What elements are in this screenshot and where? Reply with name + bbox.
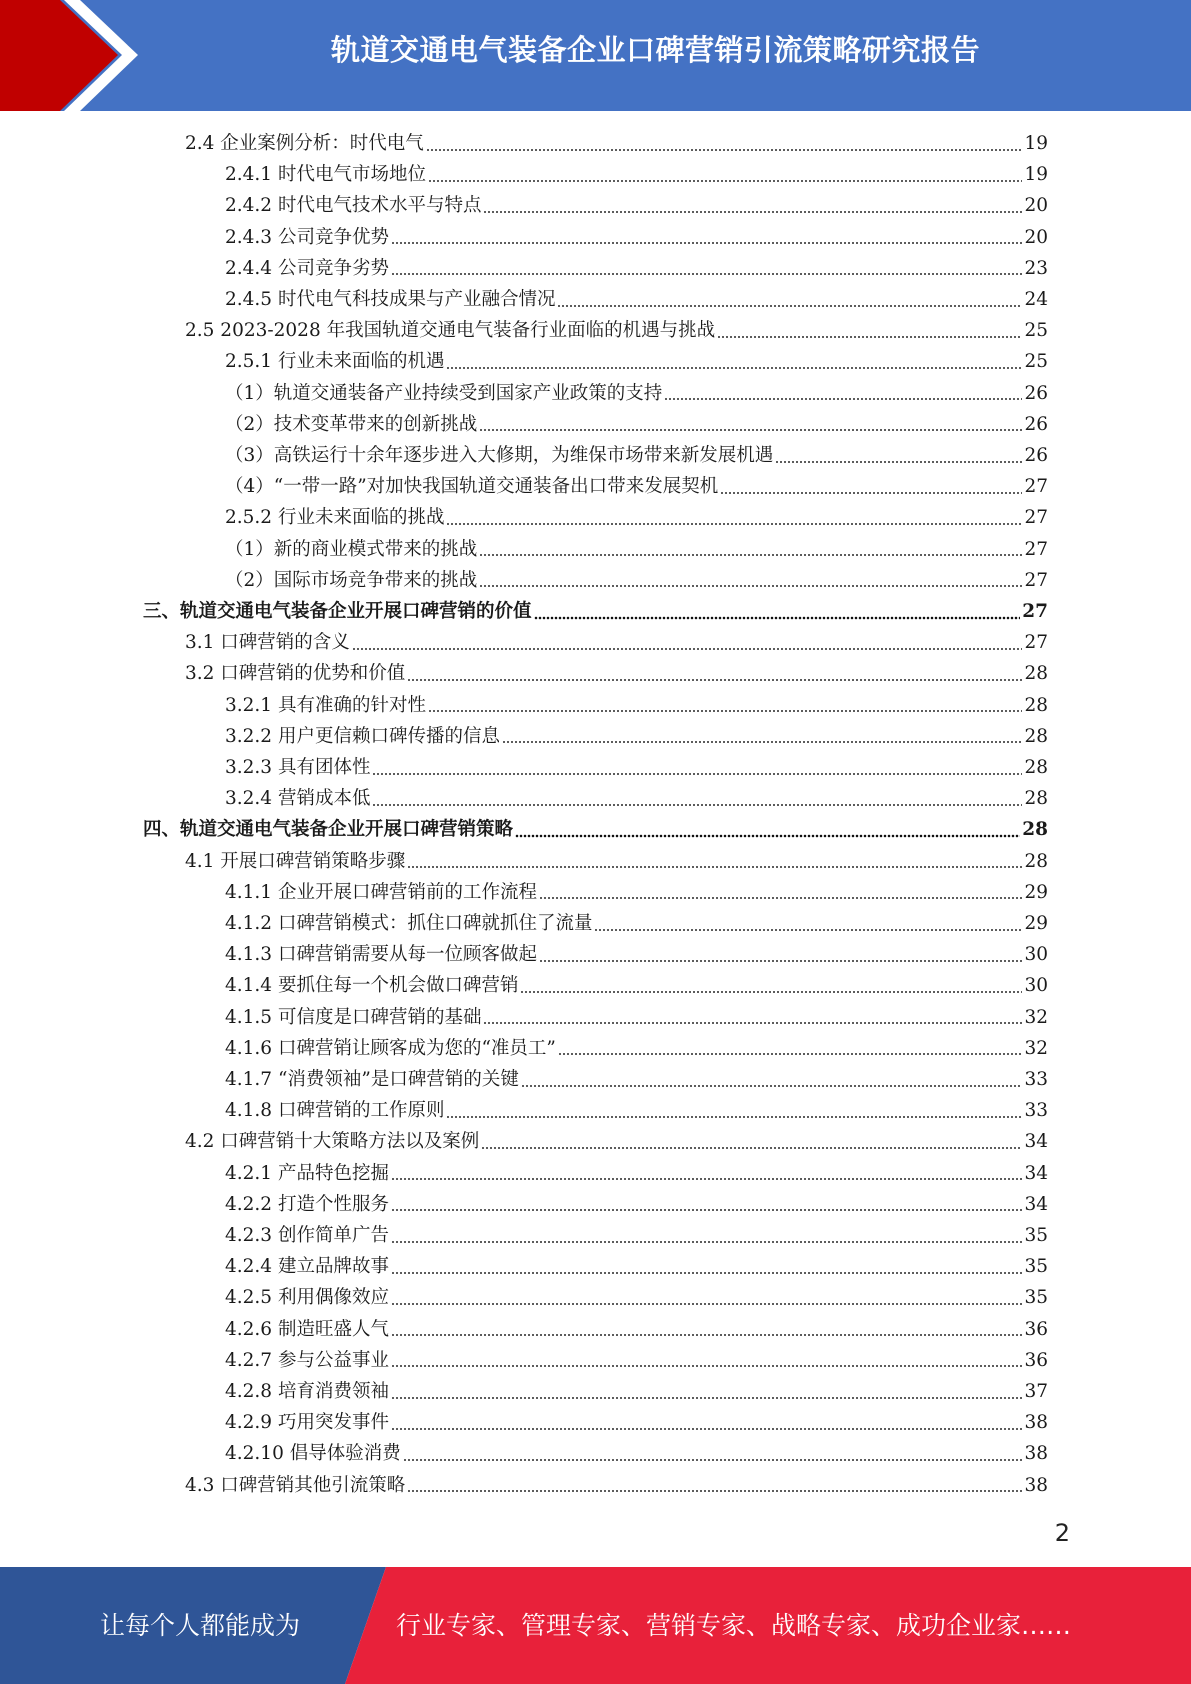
toc-entry-title: 2.5 2023-2028 年我国轨道交通电气装备行业面临的机遇与挑战 <box>185 320 716 342</box>
toc-entry-page: 35 <box>1024 1225 1048 1246</box>
toc-entry-page: 29 <box>1024 913 1048 934</box>
toc-dot-leader <box>391 1364 1022 1368</box>
toc-dot-leader <box>446 522 1022 526</box>
toc-entry-title: 4.2.9 巧用突发事件 <box>225 1412 389 1434</box>
toc-entry[interactable] <box>225 1407 1048 1438</box>
toc-entry-title: （1）新的商业模式带来的挑战 <box>225 538 478 560</box>
toc-dot-leader <box>446 1115 1022 1119</box>
toc-entry[interactable] <box>225 1345 1048 1376</box>
toc-dot-leader <box>391 272 1022 276</box>
toc-entry-title: 4.2.6 制造旺盛人气 <box>225 1318 389 1340</box>
toc-entry-title: 4.2.7 参与公益事业 <box>225 1349 389 1371</box>
document-title: 轨道交通电气装备企业口碑营销引流策略研究报告 <box>330 33 980 67</box>
toc-entry-page: 27 <box>1024 569 1048 591</box>
toc-entry-page: 20 <box>1024 195 1048 217</box>
toc-dot-leader <box>391 1271 1022 1275</box>
toc-entry-title: 4.1.2 口碑营销模式：抓住口碑就抓住了流量 <box>225 913 593 934</box>
toc-entry-page: 33 <box>1024 1069 1048 1090</box>
toc-entry[interactable] <box>225 939 1048 970</box>
toc-entry-title: 4.1.6 口碑营销让顾客成为您的“准员工” <box>225 1037 556 1059</box>
toc-entry-title: 4.2.2 打造个性服务 <box>225 1193 389 1215</box>
toc-entry[interactable] <box>225 346 1048 377</box>
toc-entry-title: 4.1 开展口碑营销策略步骤 <box>185 850 406 872</box>
toc-entry[interactable] <box>225 1438 1048 1469</box>
toc-entry-page: 30 <box>1024 944 1048 966</box>
toc-entry-page: 26 <box>1024 413 1048 435</box>
toc-entry[interactable] <box>225 471 1048 502</box>
toc-entry[interactable] <box>185 1126 1048 1157</box>
toc-dot-leader <box>403 1458 1023 1462</box>
toc-dot-leader <box>720 491 1022 495</box>
toc-dot-leader <box>521 1084 1023 1088</box>
toc-entry[interactable] <box>225 1158 1048 1189</box>
toc-dot-leader <box>481 1146 1022 1150</box>
toc-entry-title: 2.5.2 行业未来面临的挑战 <box>225 507 445 529</box>
toc-entry-title: 3.2 口碑营销的优势和价值 <box>185 663 406 685</box>
toc-dot-leader <box>479 428 1022 432</box>
toc-dot-leader <box>372 772 1022 776</box>
toc-entry[interactable] <box>185 315 1048 346</box>
toc-entry-title: 3.2.2 用户更信赖口碑传播的信息 <box>225 725 500 747</box>
toc-entry[interactable] <box>225 1002 1048 1033</box>
toc-entry-page: 27 <box>1022 601 1048 622</box>
toc-entry[interactable] <box>225 721 1048 752</box>
toc-entry-page: 26 <box>1024 445 1048 466</box>
toc-entry-page: 34 <box>1024 1131 1048 1153</box>
toc-entry-page: 28 <box>1024 850 1048 872</box>
toc-entry[interactable] <box>225 440 1048 471</box>
toc-entry-page: 38 <box>1024 1443 1048 1465</box>
toc-entry-title: 4.2.3 创作简单广告 <box>225 1225 389 1246</box>
toc-entry[interactable] <box>225 284 1048 315</box>
toc-entry-title: （4）“一带一路”对加快我国轨道交通装备出口带来发展契机 <box>225 476 719 498</box>
toc-entry[interactable] <box>225 409 1048 440</box>
toc-dot-leader <box>428 709 1022 713</box>
toc-entry-page: 32 <box>1024 1037 1048 1059</box>
toc-entry[interactable] <box>225 159 1048 190</box>
toc-dot-leader <box>515 834 1020 838</box>
toc-entry-title: 2.4.4 公司竞争劣势 <box>225 257 389 279</box>
toc-entry-page: 28 <box>1022 819 1048 841</box>
toc-entry-title: （2）技术变革带来的创新挑战 <box>225 413 478 435</box>
toc-entry-title: 2.4.5 时代电气科技成果与产业融合情况 <box>225 289 556 310</box>
toc-dot-leader <box>483 1021 1022 1025</box>
toc-dot-leader <box>391 1396 1022 1400</box>
toc-entry[interactable] <box>225 1314 1048 1345</box>
toc-entry-page: 27 <box>1024 476 1048 498</box>
page-number: 2 <box>1054 1519 1070 1547</box>
toc-entry[interactable] <box>225 783 1048 814</box>
footer-slogan-left: 让每个人都能成为 <box>100 1611 301 1640</box>
toc-entry-page: 28 <box>1024 663 1048 685</box>
footer-banner <box>0 1567 1191 1684</box>
toc-dot-leader <box>391 1240 1022 1244</box>
toc-entry[interactable] <box>225 1095 1048 1126</box>
toc-entry-page: 24 <box>1024 289 1048 310</box>
toc-entry-title: 四、轨道交通电气装备企业开展口碑营销策略 <box>143 819 514 841</box>
toc-entry-title: 4.1.7 “消费领袖”是口碑营销的关键 <box>225 1069 519 1090</box>
toc-dot-leader <box>407 678 1022 682</box>
toc-entry[interactable] <box>225 1189 1048 1220</box>
toc-dot-leader <box>558 1052 1023 1056</box>
toc-entry-page: 33 <box>1024 1100 1048 1122</box>
toc-entry[interactable] <box>225 222 1048 253</box>
toc-entry[interactable] <box>225 253 1048 284</box>
toc-entry-page: 25 <box>1024 351 1048 373</box>
toc-entry-page: 28 <box>1024 725 1048 747</box>
toc-dot-leader <box>391 1333 1022 1337</box>
toc-dot-leader <box>391 1208 1022 1212</box>
toc-entry[interactable] <box>225 752 1048 783</box>
toc-entry[interactable] <box>185 1470 1048 1501</box>
toc-entry-page: 26 <box>1024 382 1048 404</box>
toc-entry[interactable] <box>225 690 1048 721</box>
toc-entry-title: 4.2.8 培育消费领袖 <box>225 1381 389 1402</box>
toc-dot-leader <box>664 397 1022 401</box>
toc-entry-page: 27 <box>1024 632 1048 654</box>
toc-entry-page: 27 <box>1024 507 1048 529</box>
toc-entry-title: 2.4.1 时代电气市场地位 <box>225 164 426 186</box>
toc-dot-leader <box>372 803 1022 807</box>
toc-entry[interactable] <box>225 970 1048 1001</box>
toc-entry[interactable] <box>225 1376 1048 1407</box>
toc-entry[interactable] <box>185 846 1048 877</box>
toc-dot-leader <box>520 990 1022 994</box>
toc-entry-page: 27 <box>1024 538 1048 560</box>
toc-entry-title: （2）国际市场竞争带来的挑战 <box>225 569 478 591</box>
toc-entry-title: 4.1.5 可信度是口碑营销的基础 <box>225 1006 482 1028</box>
toc-entry-page: 28 <box>1024 757 1048 778</box>
toc-entry-title: （3）高铁运行十余年逐步进入大修期，为维保市场带来新发展机遇 <box>225 445 774 466</box>
toc-entry-page: 34 <box>1024 1162 1048 1184</box>
toc-entry[interactable] <box>225 1220 1048 1251</box>
toc-entry-page: 23 <box>1024 257 1048 279</box>
toc-entry[interactable] <box>143 596 1048 627</box>
toc-entry-page: 28 <box>1024 694 1048 716</box>
header-banner <box>0 0 1191 111</box>
toc-dot-leader <box>391 1177 1022 1181</box>
toc-entry-page: 37 <box>1024 1381 1048 1402</box>
toc-dot-leader <box>446 366 1022 370</box>
toc-dot-leader <box>479 553 1022 557</box>
toc-entry-page: 35 <box>1024 1287 1048 1309</box>
toc-entry[interactable] <box>185 627 1048 658</box>
toc-entry-title: 2.4.2 时代电气技术水平与特点 <box>225 195 482 217</box>
toc-dot-leader <box>557 304 1022 308</box>
toc-dot-leader <box>352 647 1023 651</box>
toc-entry-page: 36 <box>1024 1349 1048 1371</box>
toc-dot-leader <box>391 241 1022 245</box>
toc-entry[interactable] <box>225 534 1048 565</box>
toc-entry-page: 28 <box>1024 788 1048 810</box>
toc-entry[interactable] <box>225 378 1048 409</box>
toc-entry-page: 19 <box>1024 133 1048 154</box>
toc-entry-title: 3.2.4 营销成本低 <box>225 788 371 810</box>
footer-slogan-right: 行业专家、管理专家、营销专家、战略专家、成功企业家…… <box>396 1611 1072 1640</box>
toc-dot-leader <box>407 865 1022 869</box>
toc-dot-leader <box>594 928 1022 932</box>
toc-dot-leader <box>391 1427 1022 1431</box>
toc-entry-page: 36 <box>1024 1318 1048 1340</box>
toc-dot-leader <box>775 460 1022 464</box>
toc-entry-page: 25 <box>1024 320 1048 342</box>
toc-entry-page: 29 <box>1024 881 1048 903</box>
toc-dot-leader <box>479 584 1022 588</box>
toc-dot-leader <box>407 1489 1022 1493</box>
toc-entry[interactable] <box>225 502 1048 533</box>
toc-entry-page: 38 <box>1024 1412 1048 1434</box>
toc-entry-title: 2.4 企业案例分析：时代电气 <box>185 133 424 154</box>
toc-entry-title: 3.2.1 具有准确的针对性 <box>225 694 426 716</box>
toc-entry-title: 2.5.1 行业未来面临的机遇 <box>225 351 445 373</box>
toc-dot-leader <box>534 616 1021 620</box>
toc-entry[interactable] <box>225 1064 1048 1095</box>
toc-dot-leader <box>717 335 1022 339</box>
toc-entry[interactable] <box>225 1282 1048 1313</box>
toc-dot-leader <box>539 959 1022 963</box>
toc-dot-leader <box>428 179 1022 183</box>
toc-entry-page: 20 <box>1024 226 1048 248</box>
toc-entry-title: 3.2.3 具有团体性 <box>225 757 371 778</box>
toc-entry-title: 三、轨道交通电气装备企业开展口碑营销的价值 <box>143 601 532 622</box>
header-arrow-decoration <box>0 0 150 111</box>
toc-entry[interactable] <box>185 128 1048 159</box>
toc-entry-page: 38 <box>1024 1474 1048 1496</box>
toc-entry-title: 4.1.1 企业开展口碑营销前的工作流程 <box>225 881 537 903</box>
toc-entry-title: 4.2.1 产品特色挖掘 <box>225 1162 389 1184</box>
toc-entry-page: 35 <box>1024 1256 1048 1278</box>
toc-dot-leader <box>502 740 1022 744</box>
toc-entry[interactable] <box>225 908 1048 939</box>
toc-entry[interactable] <box>185 658 1048 689</box>
toc-entry[interactable] <box>225 190 1048 221</box>
toc-entry[interactable] <box>225 565 1048 596</box>
toc-entry-title: （1）轨道交通装备产业持续受到国家产业政策的支持 <box>225 382 663 404</box>
toc-entry-page: 34 <box>1024 1193 1048 1215</box>
toc-entry-title: 4.1.3 口碑营销需要从每一位顾客做起 <box>225 944 537 966</box>
toc-entry-title: 4.3 口碑营销其他引流策略 <box>185 1474 406 1496</box>
toc-entry[interactable] <box>225 1033 1048 1064</box>
toc-entry-title: 4.2 口碑营销十大策略方法以及案例 <box>185 1131 480 1153</box>
toc-entry-title: 3.1 口碑营销的含义 <box>185 632 350 654</box>
toc-entry-title: 4.2.5 利用偶像效应 <box>225 1287 389 1309</box>
toc-dot-leader <box>539 896 1022 900</box>
toc-entry[interactable] <box>143 814 1048 845</box>
toc-entry-title: 4.1.4 要抓住每一个机会做口碑营销 <box>225 975 519 997</box>
toc-entry-page: 30 <box>1024 975 1048 997</box>
toc-entry-title: 4.2.4 建立品牌故事 <box>225 1256 389 1278</box>
toc-entry-page: 19 <box>1024 164 1048 186</box>
toc-entry[interactable] <box>225 1251 1048 1282</box>
toc-entry-title: 2.4.3 公司竞争优势 <box>225 226 389 248</box>
toc-entry[interactable] <box>225 877 1048 908</box>
toc-entry-title: 4.2.10 倡导体验消费 <box>225 1443 401 1465</box>
toc-dot-leader <box>483 210 1022 214</box>
toc-dot-leader <box>426 148 1023 152</box>
toc-entry-title: 4.1.8 口碑营销的工作原则 <box>225 1100 445 1122</box>
toc-entry-page: 32 <box>1024 1006 1048 1028</box>
toc-dot-leader <box>391 1302 1022 1306</box>
